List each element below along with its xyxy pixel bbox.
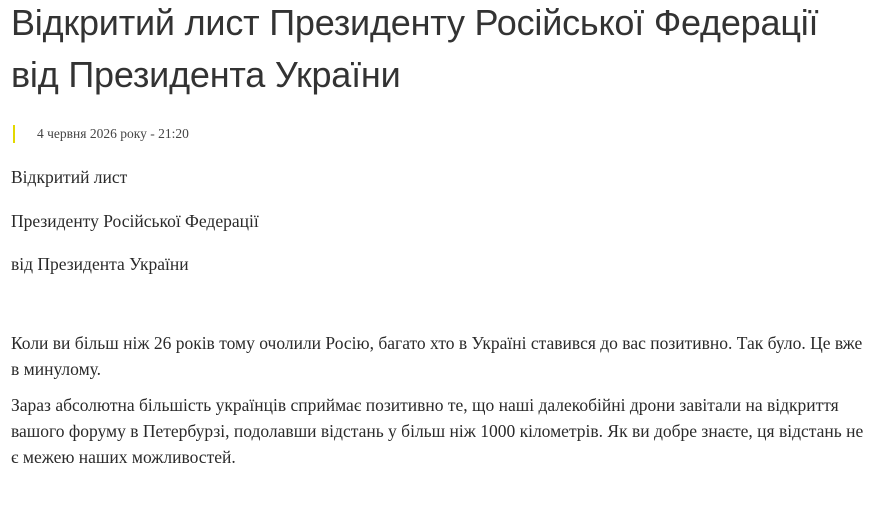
publication-date-row: [11, 123, 871, 145]
address-line-open-letter: Відкритий лист: [11, 167, 128, 187]
address-line-sender: від Президента України: [11, 254, 189, 274]
article: [11, 0, 871, 470]
publication-date: 4 червня 2026 року - 21:20: [37, 126, 189, 141]
address-line-recipient: Президенту Російської Федерації: [11, 211, 259, 231]
article-paragraph: Коли ви більш ніж 26 років тому очолили Росію, багато хто в Україні ставився до вас позитивно. Так було. Це вже в минулому.: [11, 333, 863, 379]
date-accent-bar: [13, 125, 15, 143]
article-title: Відкритий лист Президенту Російської Федерації від Президента України: [11, 2, 819, 95]
article-paragraph: Зараз абсолютна більшість українців сприймає позитивно те, що наші далекобійні дрони завітали на відкриття вашого форуму в Петербурзі, подолавши відстань у більш ніж 1000 кілометрів. Як ви добре знаєте, ця відстань не є межею наших можливостей.: [11, 395, 864, 467]
